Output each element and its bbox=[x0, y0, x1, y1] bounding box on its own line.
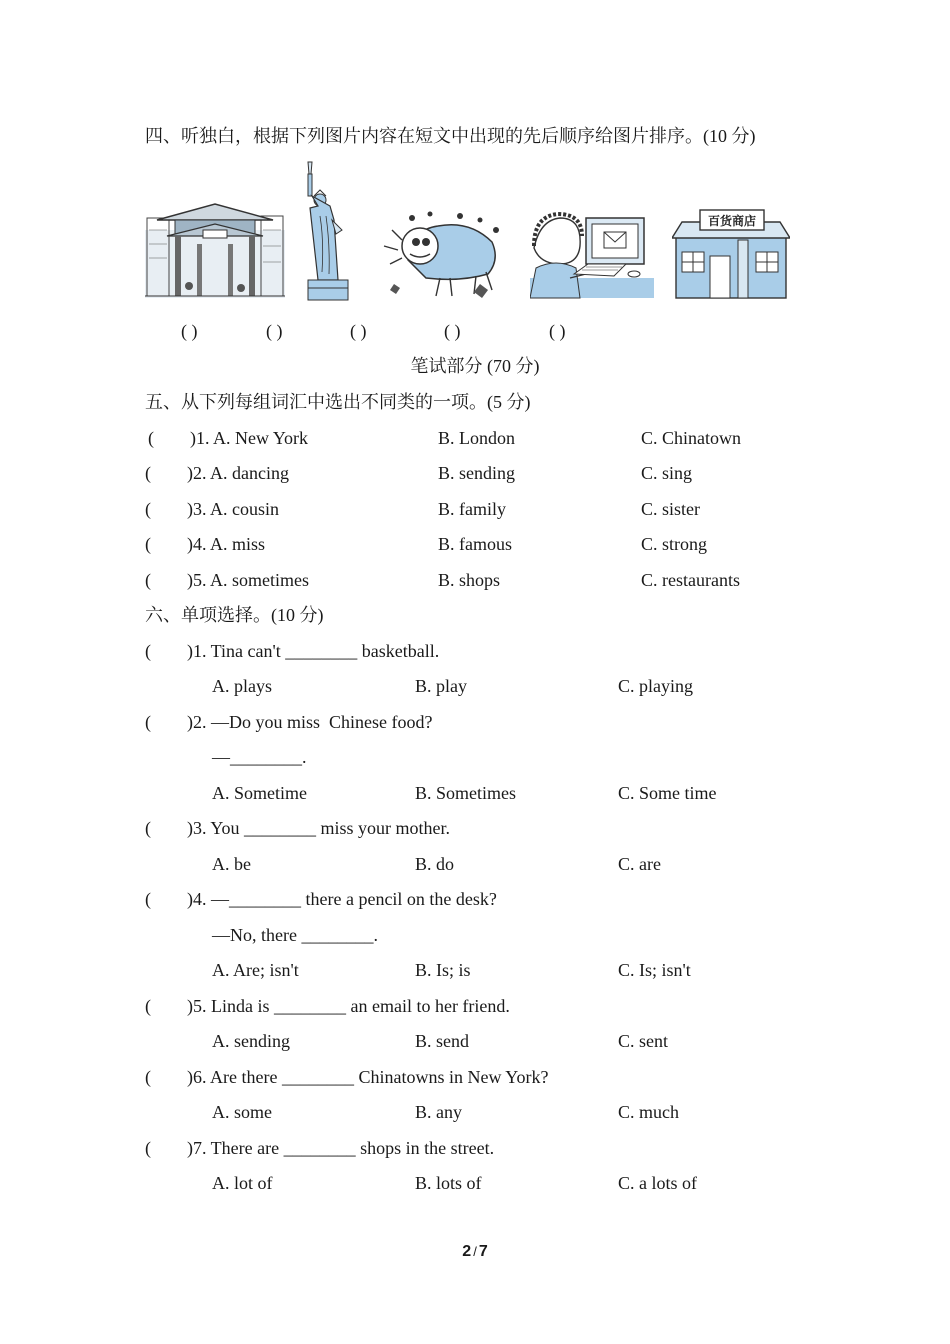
s6-q6-option-c: C. much bbox=[618, 1102, 679, 1122]
s5-q2-option-b: B. sending bbox=[438, 463, 516, 483]
s6-q2-option-a: A. Sometime bbox=[212, 783, 307, 803]
statue-of-liberty-image bbox=[296, 160, 358, 302]
page-separator: / bbox=[473, 1244, 477, 1259]
answer-blank-5[interactable]: ( ) bbox=[549, 321, 566, 341]
s6-q1-option-c: C. playing bbox=[618, 676, 693, 696]
s6-q6-option-a: A. some bbox=[212, 1102, 272, 1122]
s6-q5-option-b: B. send bbox=[415, 1031, 469, 1051]
s5-q5-option-c: C. restaurants bbox=[641, 570, 740, 590]
answer-blank-4[interactable]: ( ) bbox=[444, 321, 461, 341]
s6-q1-option-a: A. plays bbox=[212, 676, 272, 696]
s6-q1-option-b: B. play bbox=[415, 676, 467, 696]
s6-q4-option-b: B. Is; is bbox=[415, 960, 471, 980]
s6-q2-option-c: C. Some time bbox=[618, 783, 717, 803]
s5-q3-option-b: B. family bbox=[438, 499, 506, 519]
department-store-image bbox=[672, 160, 790, 302]
s5-q1-option-a: ( )1. A. New York bbox=[148, 428, 309, 448]
s6-q2-stem-2: —________. bbox=[212, 747, 307, 767]
s6-q3-option-a: A. be bbox=[212, 854, 251, 874]
page-total: 7 bbox=[478, 1243, 488, 1260]
s5-q2-option-a: ( )2. A. dancing bbox=[145, 463, 289, 483]
s6-q6-stem: ( )6. Are there ________ Chinatowns in New York? bbox=[145, 1067, 549, 1087]
s6-q4-option-a: A. Are; isn't bbox=[212, 960, 299, 980]
section-5-title: 五、从下列每组词汇中选出不同类的一项。(5 分) bbox=[145, 392, 531, 412]
s5-q1-option-c: C. Chinatown bbox=[641, 428, 742, 448]
s5-q5-option-b: B. shops bbox=[438, 570, 501, 590]
person-at-computer-image bbox=[530, 160, 654, 302]
answer-blank-3[interactable]: ( ) bbox=[350, 321, 367, 341]
section-4-title: 四、听独白，根据下列图片内容在短文中出现的先后顺序给图片排序。(10 分) bbox=[145, 126, 756, 146]
s6-q6-option-b: B. any bbox=[415, 1102, 462, 1122]
answer-blank-1[interactable]: ( ) bbox=[181, 321, 198, 341]
s5-q3-option-c: C. sister bbox=[641, 499, 701, 519]
s6-q7-option-b: B. lots of bbox=[415, 1173, 482, 1193]
s6-q5-option-c: C. sent bbox=[618, 1031, 669, 1051]
s6-q5-stem: ( )5. Linda is ________ an email to her friend. bbox=[145, 996, 510, 1016]
s6-q3-stem: ( )3. You ________ miss your mother. bbox=[145, 818, 451, 838]
s6-q7-option-c: C. a lots of bbox=[618, 1173, 697, 1193]
s5-q3-option-a: ( )3. A. cousin bbox=[145, 499, 279, 519]
s5-q4-option-b: B. famous bbox=[438, 534, 512, 554]
chinatown-gate-image bbox=[145, 160, 285, 302]
s5-q5-option-a: ( )5. A. sometimes bbox=[145, 570, 309, 590]
s5-q2-option-c: C. sing bbox=[641, 463, 693, 483]
s6-q7-stem: ( )7. There are ________ shops in the street. bbox=[145, 1138, 495, 1158]
lion-dance-image bbox=[380, 160, 512, 302]
s6-q7-option-a: A. lot of bbox=[212, 1173, 273, 1193]
s5-q1-option-b: B. London bbox=[438, 428, 516, 448]
s6-q5-option-a: A. sending bbox=[212, 1031, 290, 1051]
s6-q2-option-b: B. Sometimes bbox=[415, 783, 517, 803]
written-part-header: 笔试部分 (70 分) bbox=[410, 356, 540, 376]
s6-q4-stem-2: —No, there ________. bbox=[212, 925, 378, 945]
section-6-title: 六、单项选择。(10 分) bbox=[145, 605, 324, 625]
s6-q4-option-c: C. Is; isn't bbox=[618, 960, 691, 980]
page-number bbox=[0, 1243, 950, 1261]
s6-q3-option-c: C. are bbox=[618, 854, 661, 874]
s6-q4-stem: ( )4. —________ there a pencil on the desk? bbox=[145, 889, 497, 909]
answer-blank-2[interactable]: ( ) bbox=[266, 321, 283, 341]
s5-q4-option-a: ( )4. A. miss bbox=[145, 534, 266, 554]
s6-q3-option-b: B. do bbox=[415, 854, 455, 874]
page-current: 2 bbox=[462, 1243, 472, 1260]
s6-q2-stem: ( )2. —Do you miss Chinese food? bbox=[145, 712, 433, 732]
shop-sign-text: 百货商店 bbox=[707, 214, 757, 228]
s5-q4-option-c: C. strong bbox=[641, 534, 708, 554]
s6-q1-stem: ( )1. Tina can't ________ basketball. bbox=[145, 641, 440, 661]
